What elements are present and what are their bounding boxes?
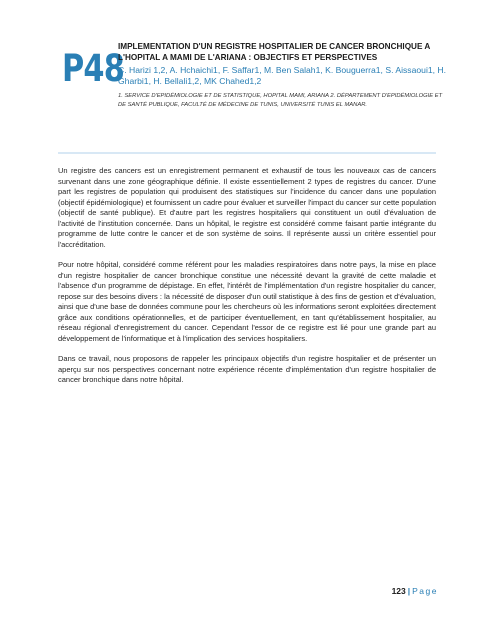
paragraph-hospital: Pour notre hôpital, considéré comme référent pour les maladies respiratoires dans notre pays, la mise en place d'un registre hospitalier de cancer bronchique constitue une nécessité devant la gravité de cette maladie et l'absence d'un programme de dépistage. En effet, l'intérêt de l'implémentation d'un registre hospitalier du cancer, repose sur des besoins divers : la nécessité de disposer d'un outil statistique à des fins de gestion et d'évaluation, ainsi que d'une base de données commune pour les chercheurs où les informations seront exploitées directement grâce aux conditions opérationnelles, et de participer éventuellement, en tant qu'établissement hospitalier, au réseau régional d'enregistrement du cancer. Cependant l'essor de ce registre est lié pour une grande part au développement de l'informatique et à l'implication des services hospitaliers. xyxy=(58,260,436,343)
page-label: Page xyxy=(412,586,438,596)
poster-code: P48 xyxy=(62,47,124,90)
poster-header xyxy=(118,42,448,109)
page-number: 123 xyxy=(391,586,406,596)
paragraph-conclusion: Dans ce travail, nous proposons de rappeler les principaux objectifs d'un registre hospitalier et de présenter un aperçu sur nos perspectives concernant notre expérience récente d'implémentation d'un registre hospitalier de cancer bronchique dans notre hôpital. xyxy=(58,354,436,384)
page-separator: | xyxy=(407,586,411,596)
paragraph-intro: Un registre des cancers est un enregistrement permanent et exhaustif de tous les nouveaux cas de cancers survenant dans une zone géographique définie. Il existe essentiellement 2 types de registres du cancer. D'une part les registres de population qui produisent des statistiques sur l'incidence du cancer dans une population (objectif épidémiologique) et fournissent un cadre pour évaluer et surveiller l'impact du cancer sur cette population (objectif de santé publique). Et d'autre part les registres hospitaliers qui constituent un outil d'évaluation de l'activité de l'institution concernée. Dans un hôpital, le registre est considéré comme faisant partie intégrante du programme de lutte contre le cancer et de son système de soins. Il représente aussi un critère essentiel pour l'accréditation. xyxy=(58,166,436,249)
abstract-body xyxy=(58,166,436,396)
poster-authors: C. Harizi 1,2, A. Hchaichi1, F. Saffar1, M. Ben Salah1, K. Bouguerra1, S. Aissaoui1, H. Gharbi1, H. Bellali1,2, MK Chahed1,2 xyxy=(118,65,447,87)
poster-title: IMPLEMENTATION D'UN REGISTRE HOSPITALIER DE CANCER BRONCHIQUE A L'HOPITAL A MAMI DE L'ARIANA : OBJECTIFS ET PERSPECTIVES xyxy=(118,42,431,62)
poster-affiliation: 1. SERVICE D'EPIDÉMIOLOGIE ET DE STATISTIQUE, HOPITAL MAMI, ARIANA 2. DÉPARTEMENT D'EPIDÉMIOLOGIE ET DE SANTÉ PUBLIQUE, FACULTÉ DE MÉDECINE DE TUNIS, UNIVERSITÉ TUNIS EL MANAR. xyxy=(118,93,443,108)
header-divider xyxy=(58,152,436,154)
page-footer xyxy=(378,586,438,596)
